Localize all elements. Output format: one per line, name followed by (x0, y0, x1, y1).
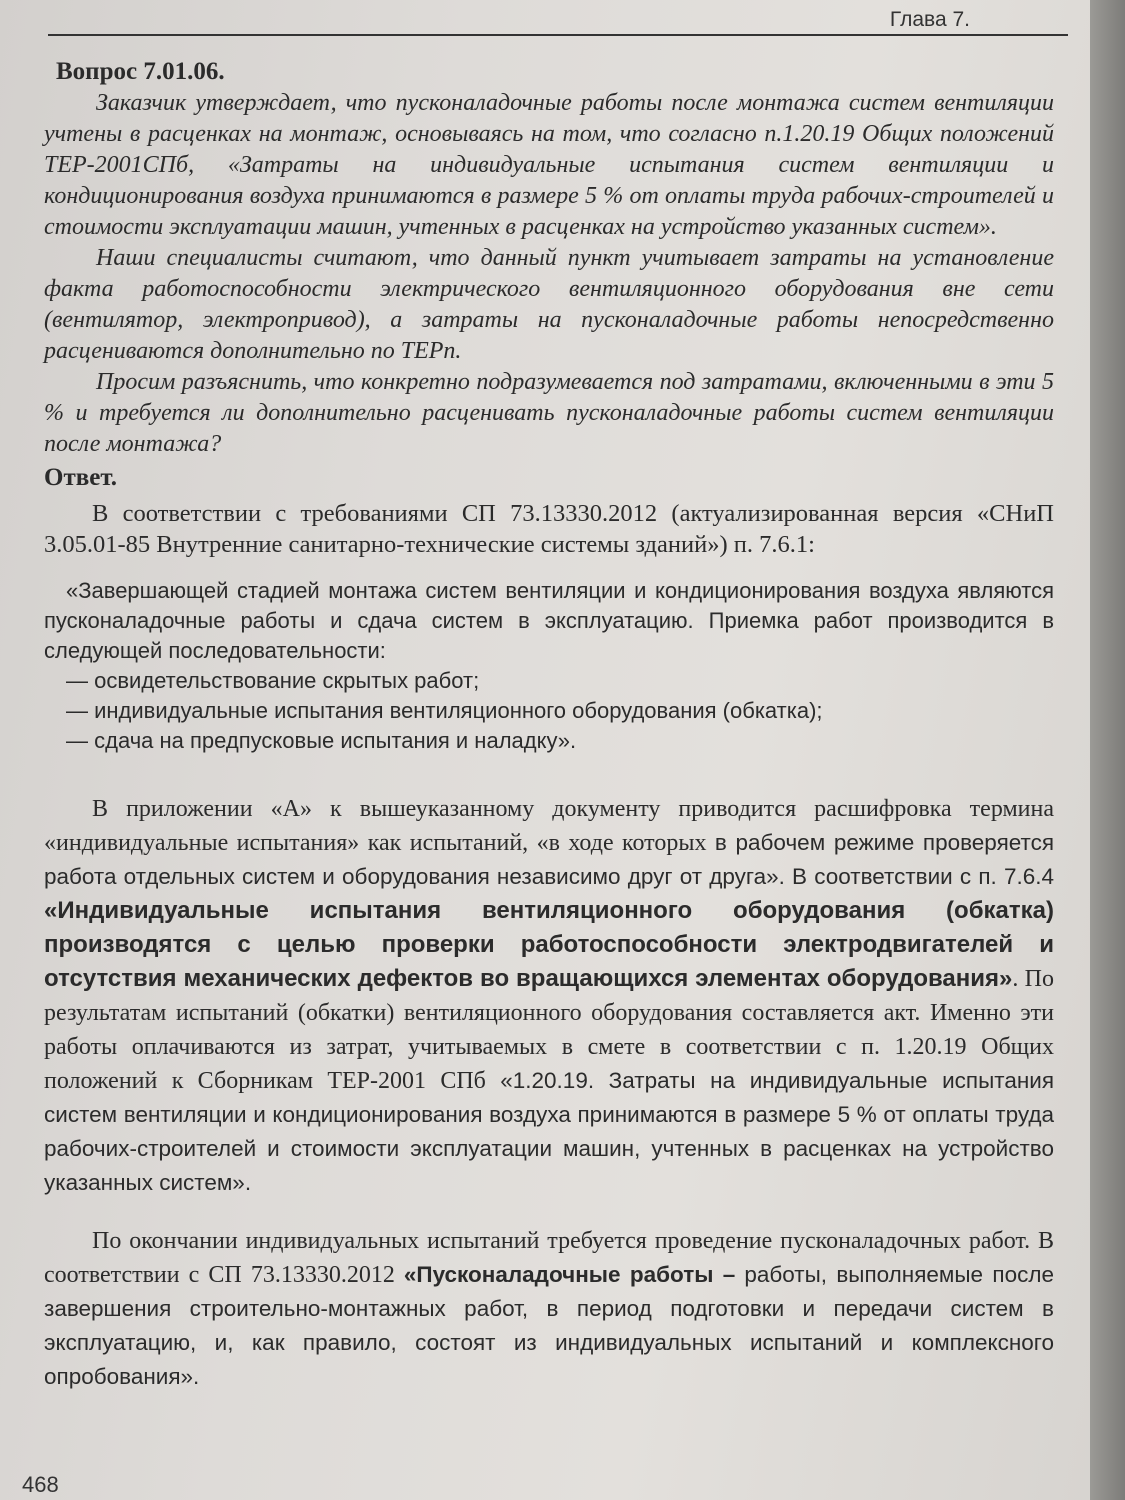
p3-text-b: работы, выполняемые после завершения строительно-монтажных работ, в период подготовки и передачи систем в эксплуатацию, и, как правило, состоят из индивидуальных испытаний и комплексного опробования». (44, 1262, 1054, 1389)
answer-heading: Ответ. (44, 464, 117, 491)
quote-list (44, 666, 1054, 756)
chapter-label: Глава 7. (889, 8, 970, 31)
quote-intro: «Завершающей стадией монтажа систем вентиляции и кондиционирования воздуха являются пусконаладочные работы и сдача систем в эксплуатацию. Приемка работ производится в следующей последовательности: (44, 578, 1054, 663)
question-heading: Вопрос 7.01.06. (56, 58, 225, 85)
p2-text-a: В приложении «А» к вышеуказанному документу приводится расшифровка термина «индивидуальные испытания» как испытаний, «в ходе которых (44, 796, 1054, 856)
quote-item: — освидетельствование скрытых работ; (66, 668, 480, 693)
p2-text-c: . По результатам испытаний (обкатки) вентиляционного оборудования составляется акт. Именно эти работы оплачиваются из затрат, учитываемых в смете в соответствии с п. 1.20.19 Общих положений к Сборникам ТЕР-2001 СПб (44, 966, 1054, 1094)
question-paragraph: Просим разъяснить, что конкретно подразумевается под затратами, включенными в эти 5 % и требуется ли дополнительно расценивать пусконаладочные работы систем вентиляции после монтажа? (44, 369, 1054, 457)
p3-text-a: По окончании индивидуальных испытаний требуется проведение пусконаладочных работ. В соответствии с СП 73.13330.2012 (44, 1228, 1054, 1288)
quote-item: — сдача на предпусковые испытания и наладку». (66, 728, 577, 753)
p2-text-d: «1.20.19. Затраты на индивидуальные испытания систем вентиляции и кондиционирования воздуха принимаются в размере 5 % от оплаты труда рабочих-строителей и стоимости эксплуатации машин, учтенных в расценках на устройство указанных систем». (44, 1068, 1055, 1195)
next-page-edge (1090, 0, 1125, 1500)
question-paragraph: Наши специалисты считают, что данный пункт учитывает затраты на установление факта работоспособности электрического вентиляционного оборудования вне сети (вентилятор, электропривод), а затраты на пусконаладочные работы непосредственно расцениваются дополнительно по ТЕРп. (44, 245, 1054, 364)
p2-text-b: в рабочем режиме проверяется работа отдельных систем и оборудования независимо друг от друга». В соответствии с п. 7.6.4 (44, 830, 1055, 889)
question-paragraph: Заказчик утверждает, что пусконаладочные работы после монтажа систем вентиляции учтены в расценках на монтаж, основываясь на том, что согласно п.1.20.19 Общих положений ТЕР-2001СПб, «Затраты на индивидуальные испытания систем вентиляции и кондиционирования воздуха принимаются в размере 5 % от оплаты труда рабочих-строителей и стоимости эксплуатации машин, учтенных в расценках на устройство указанных систем». (44, 90, 1054, 240)
quote-item: — индивидуальные испытания вентиляционного оборудования (обкатка); (66, 698, 823, 723)
header-rule (48, 34, 1068, 36)
page-content (44, 58, 1054, 1418)
p2-bold-quote: «Индивидуальные испытания вентиляционного оборудования (обкатка) производятся с целью проверки работоспособности электродвигателей и отсутствия механических дефектов во вращающихся элементах оборудования» (44, 897, 1054, 992)
p3-bold-term: «Пусконаладочные работы – (403, 1262, 736, 1287)
quote-block (44, 576, 1054, 756)
page-number: 468 (22, 1472, 59, 1497)
answer-paragraph-1: В соответствии с требованиями СП 73.13330.2012 (актуализированная версия «СНиП 3.05.01-85 Внутренние санитарно-технические системы зданий») п. 7.6.1: (44, 500, 1054, 558)
answer-paragraph-2 (44, 792, 1054, 1200)
answer-paragraph-3 (44, 1224, 1054, 1394)
question-body (44, 88, 1054, 460)
